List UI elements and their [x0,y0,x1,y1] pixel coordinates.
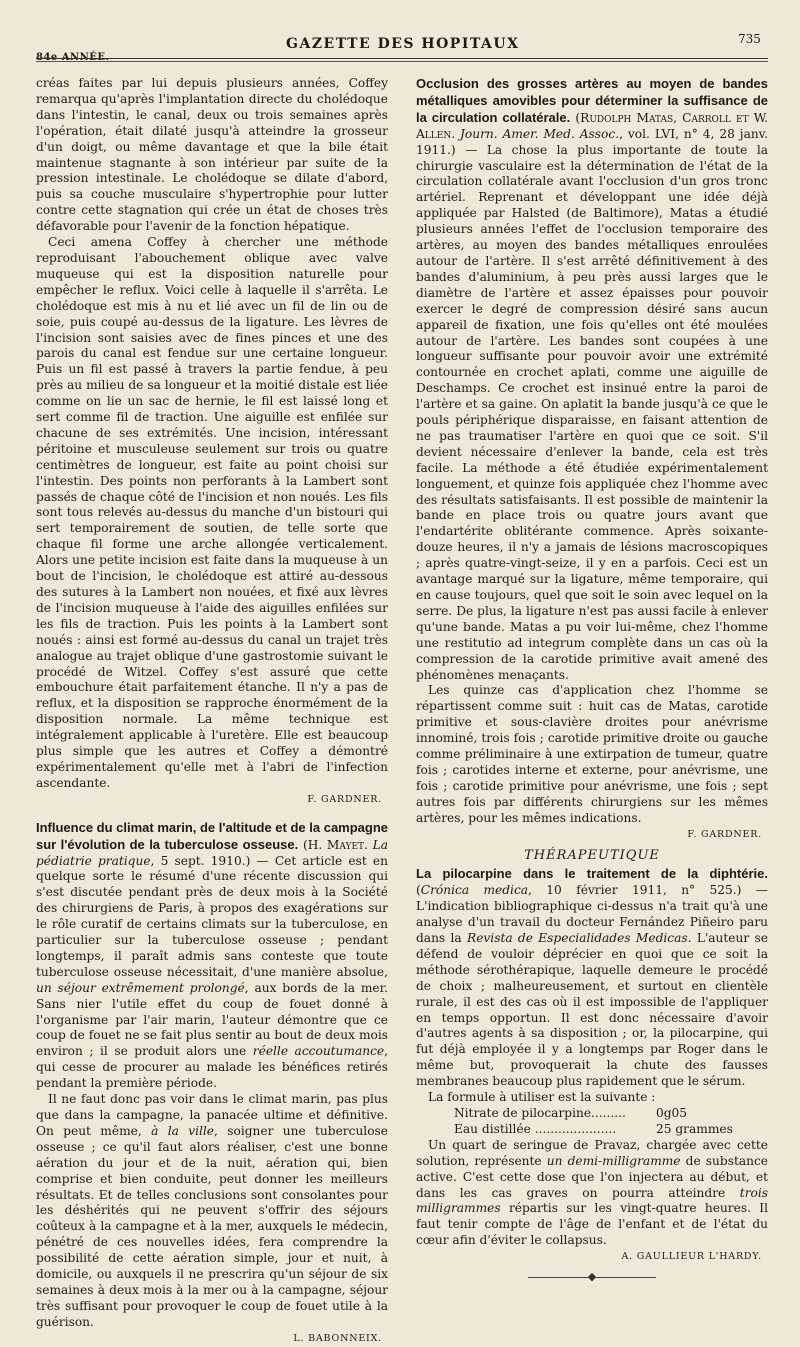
right-paragraph-2: Les quinze cas d'application chez l'homme se répartissent comme suit : huit cas de Matas, carotide primitive et sous-clavière droites pour anévrisme innominé, trois fois ; carotide primitive droite ou gauche comme préliminaire à une extirpation de tumeur, quatre fois ; carotides interne et externe, pour anévrisme, une fois ; carotide primitive pour anévrisme, une fois ; sept autres fois par différents chirurgiens sur les mêmes artères, pour les mêmes indications. [416,683,768,825]
header-rule-thin [36,61,768,62]
right-column [416,76,768,1285]
left-paragraph-2: Ceci amena Coffey à chercher une méthode reproduisant l'abouchement oblique avec valve muqueuse qui est la disposition naturelle pour empêcher le reflux. Voici celle à laquelle il s'arrêta. Le cholédoque est mis à nu et lié avec un fil de lin ou de soie, puis coupé au-dessus de la ligature. Les lèvres de l'incision sont saisies avec de fines pinces et une des parois du canal est fendue sur une certaine longueur. Puis un fil est passé à travers la partie fendue, à peu près au milieu de sa longueur et la moitié distale est liée comme on lie un sac de hernie, le fil est laissé long et sert comme fil de traction. Une aiguille est enfilée sur chacune de ses extrémités. Une incision, intéressant péritoine et musculeuse seulement sur trois ou quatre centimètres de longueur, est faite au point choisi sur l'intestin. Des points non perforants à la Lambert sont passés de chaque côté de l'incision et non noués. Les fils sont tous relevés au-dessus du manche d'un bistouri qui sert temporairement de soutien, de telle sorte que chaque fil forme une arche allongée verticalement. Alors une petite incision est faite dans la muqueuse à un bout de l'incision, le cholédoque est attiré au-dessous des sutures à la Lambert non nouées, et fixé aux lèvres de l'incision muqueuse à l'aide des aiguilles enfilées sur les fils de traction. Puis les points à la Lambert sont noués : ainsi est formé au-dessus du canal un trajet très analogue au trajet oblique d'une gastrostomie suivant le procédé de Witzel. Coffey s'est assuré que cette embouchure était parfaitement étanche. Il n'y a pas de reflux, et la disposition se rapproche énormément de la disposition normale. La même technique est intégralement applicable à l'uretère. Elle est beaucoup plus simple que les autres et Coffey a démontré expérimentalement qu'elle met à l'abri de l'infection ascendante. [36,235,388,790]
page-header [0,32,800,63]
end-ornament: ◆ [416,1269,768,1285]
pilocarpine-article-journal: Crónica medica [420,883,529,898]
occlusion-article-authors: Rudolph Matas, Carroll et W. Allen [416,110,768,141]
right-paragraph-4-c: répartis sur les vingt-quatre heures. Il faut tenir compte de l'âge de l'enfant et de l'état du cœur afin d'éviter le collapsus. [416,1201,769,1248]
left-signature-2: L. BABONNEIX. [293,1332,382,1344]
tuberculosis-article-body-3: , qui cesse de procurer au malade les bénéfices retirés pendant la première période. [36,1044,388,1091]
occlusion-article-body: , vol. LVI, n° 4, 28 janv. 1911.) — La chose la plus importante de toute la chirurgie vasculaire est la détermination de l'état de la circulation collatérale avant l'occlusion d'un gros tronc artériel. Reprenant et développant une idée déjà appliquée par Halsted (de Baltimore), Matas a étudié plusieurs années l'effet de l'occlusion temporaire des artères, au moyen des bandes métalliques enroulées autour de l'artère. Il s'est arrêté définitivement à des bandes d'aluminium, à peu près aussi larges que le diamètre de l'artère et assez épaisses pour pouvoir exercer le degré de compression désiré sans aucun appareil de fixation, une fois qu'elles ont été moulées autour de l'artère. Les bandes sont coupées à une longueur suffisante pour pouvoir avoir une extrémité contournée en crochet aplati, comme une aiguille de Deschamps. Ce crochet est insinué entre la paroi de l'artère et sa gaine. On aplatit la bande jusqu'à ce que le pouls périphérique disparaisse, en faisant attention de ne pas traumatiser l'artère en quoi que ce soit. S'il devient nécessaire d'enlever la bande, cela est très facile. La méthode a été étudiée expérimentalement longuement, et quinze fois appliquée chez l'homme avec des résultats satisfaisants. Il est possible de maintenir la bande en place trois ou quatre jours avant que l'endartérite oblitérante commence. Après soixante-douze heures, il n'y a jamais de lésions macroscopiques ; après quatre-vingt-seize, il y en a parfois. Ceci est un avantage marqué sur la ligature, même temporaire, qui en cause toujours, quel que soit le soin avec lequel on la serre. De plus, la ligature n'est pas aussi facile à enlever qu'une bande. Matas a pu voir lui-même, chez l'homme une restitutio ad integrum complète dans un cas où la compression de la carotide primitive avait amené des phénomènes menaçants. [416,126,768,682]
occlusion-article-journal: Journ. Amer. Med. Assoc. [460,126,620,141]
journal-title: GAZETTE DES HOPITAUX [286,36,520,52]
formula-quantity-1: 0g05 [656,1106,688,1120]
pilocarpine-article-journal-2: Revista de Especialidades Medicas [467,931,688,946]
right-paragraph-4-italic-2: trois milligrammes [416,1185,769,1216]
formula-quantity-2: 25 grammes [656,1121,733,1136]
left-paragraph-3-a: Il ne faut donc pas voir dans le climat marin, pas plus que dans la campagne, la panacée ultime et définitive. On peut même, [36,1092,388,1138]
tuberculosis-article: Influence du climat marin, de l'altitude et de la campagne sur l'évolution de la tuberculose osseuse. (H. Mayet. La pédiatrie pratique, 5 sept. 1910.) — Cet article est en quelque sorte le résumé d'une récente discussion qui s'est discutée pendant près de deux mois à la Société des chirurgiens de Paris, à propos des exagérations sur le rôle curatif de certains climats sur la tuberculose, en particulier sur la tuberculose osseuse ; pendant longtemps, il paraît admis sans conteste que toute tuberculose osseuse nécessitait, d'une manière absolue, un séjour extrêmement prolongé, aux bords de la mer. Sans nier l'utile effet du coup de fouet donné à l'organisme par l'air marin, l'auteur démontre que ce coup de fouet ne se fait plus sentir au bout de deux mois environ ; il se produit alors une réelle accoutumance, qui cesse de procurer au malade les bénéfices retirés pendant la première période. [36,819,389,1091]
section-heading: THÉRAPEUTIQUE [524,847,660,863]
pilocarpine-article-body-2: . L'auteur se défend de vouloir déprécier en quoi que ce soit la méthode sérothérapique, laquelle demeure le procédé de choix ; malheureusement, et surtout en clientèle rurale, il est des cas où il est impossible de l'appliquer en temps opportun. Il est donc nécessaire d'avoir d'autres agents à sa disposition ; or, la pilocarpine, qui fut déjà employée il y a longtemps par Roger dans le même but, provoquerait la chute des fausses membranes beaucoup plus rapidement que le sérum. [416,931,768,1089]
formula-ingredient-2: Eau distillée ..................... [454,1121,617,1136]
right-signature-1: F. GARDNER. [687,828,762,840]
occlusion-article-title: Occlusion des grosses artères au moyen de bandes métalliques amovibles pour déterminer la suffisance de la circulation collatérale. [416,76,768,125]
left-signature-1: F. GARDNER. [307,793,382,805]
occlusion-article: Occlusion des grosses artères au moyen de bandes métalliques amovibles pour déterminer la suffisance de la circulation collatérale. (Rudolph Matas, Carroll et W. Allen. Journ. Amer. Med. Assoc., vol. LVI, n° 4, 28 janv. 1911.) — La chose la plus importante de toute la chirurgie vasculaire est la détermination de l'état de la circulation collatérale avant l'occlusion d'un gros tronc artériel. Reprenant et développant une idée déjà appliquée par Halsted (de Baltimore), Matas a étudié plusieurs années l'effet de l'occlusion temporaire des artères, au moyen des bandes métalliques enroulées autour de l'artère. Il s'est arrêté définitivement à des bandes d'aluminium, à peu près aussi larges que le diamètre de l'artère et assez épaisses pour pouvoir exercer le degré de compression désiré sans aucun appareil de fixation, une fois qu'elles ont été moulées autour de l'artère. Les bandes sont coupées à une longueur suffisante pour pouvoir avoir une extrémité contournée en crochet aplati, comme une aiguille de Deschamps. Ce crochet est insinué entre la paroi de l'artère et sa gaine. On aplatit la bande jusqu'à ce que le pouls périphérique disparaisse, en faisant attention de ne pas traumatiser l'artère en quoi que ce soit. S'il devient nécessaire d'enlever la bande, cela est très facile. La méthode a été étudiée expérimentalement longuement, et quinze fois appliquée chez l'homme avec des résultats satisfaisants. Il est possible de maintenir la bande en place trois ou quatre jours avant que l'endartérite oblitérante commence. Après soixante-douze heures, il n'y a jamais de lésions macroscopiques ; après quatre-vingt-seize, il y en a parfois. Ceci est un avantage marqué sur la ligature, même temporaire, qui en cause toujours, quel que soit le soin avec lequel on la serre. De plus, la ligature n'est pas aussi facile à enlever qu'une bande. Matas a pu voir lui-même, chez l'homme une restitutio ad integrum complète dans un cas où la compression de la carotide primitive avait amené des phénomènes menaçants. [416,76,768,682]
left-paragraph-1: créas faites par lui depuis plusieurs années, Coffey remarqua qu'après l'implantation directe du cholédoque dans l'intestin, le canal, deux ou trois semaines après l'opération, était dilaté jusqu'à atteindre la grosseur d'un doigt, ou même davantage et que la bile était maintenue stagnante à son intérieur par suite de la pression intestinale. Le cholédoque se dilate d'abord, puis sa couche musculaire s'hypertrophie pour lutter contre cette stagnation qui crée un état de choses très défavorable pour l'avenir de la fonction hépatique. [36,76,388,234]
pilocarpine-article: La pilocarpine dans le traitement de la diphtérie. (Crónica medica, 10 février 1911, n° 525.) — L'indication bibliographique ci-dessus n'a trait qu'à une analyse d'un travail du docteur Fernández Piñeiro paru dans la Revista de Especialidades Medicas. L'auteur se défend de vouloir déprécier en quoi que ce soit la méthode sérothérapique, laquelle demeure le procédé de choix ; malheureusement, et surtout en clientèle rurale, il est des cas où il est impossible de l'appliquer en temps opportun. Il est donc nécessaire d'avoir d'autres agents à sa disposition ; or, la pilocarpine, qui fut déjà employée il y a longtemps par Roger dans le même but, provoquerait la chute des fausses membranes beaucoup plus rapidement que le sérum. [416,866,768,1089]
tuberculosis-article-italic-1: un séjour extrêmement prolongé [36,980,245,995]
right-paragraph-4-a: Un quart de seringue de Pravaz, chargée avec cette solution, représente [416,1137,768,1168]
tuberculosis-article-body: , 5 sept. 1910.) — Cet article est en quelque sorte le résumé d'une récente discussion qui s'est discutée pendant près de deux mois à la Société des chirurgiens de Paris, à propos des exagérations sur le rôle curatif de certains climats sur la tuberculose, en particulier sur la tuberculose osseuse ; pendant longtemps, il paraît admis sans conteste que toute tuberculose osseuse nécessitait, d'une manière absolue, [36,853,388,979]
formula-intro: La formule à utiliser est la suivante : [428,1090,656,1105]
left-paragraph-3-italic: à la ville [151,1123,215,1138]
pilocarpine-article-title: La pilocarpine dans le traitement de la diphtérie. [416,866,768,882]
tuberculosis-article-italic-2: réelle accoutumance [252,1044,385,1059]
right-paragraph-4-b: de substance active. C'est cette dose que l'on injectera au début, et dans les cas graves on pourra atteindre [416,1153,769,1200]
tuberculosis-article-journal: La pédiatrie pratique [36,837,388,868]
page-number: 735 [738,32,761,46]
formula-row-1 [416,1106,768,1122]
left-paragraph-3 [36,1092,388,1331]
formula-row-2 [416,1122,768,1138]
header-rule [36,58,768,59]
issue-year: 84e ANNÉE. [36,52,110,63]
left-paragraph-3-b: , soigner une tuberculose osseuse ; ce qu'il faut alors réaliser, c'est une bonne aération du jour et de la nuit, aération qui, bien comprise et bien conduite, peut donner les meilleurs résultats. Et de telles conclusions sont consolantes pour les déshérités qui ne peuvent s'offrir des séjours coûteux à la campagne et à la mer, auxquels le médecin, pénétré de ces nouvelles idées, fera comprendre la possibilité de cette aération simple, jour et nuit, à domicile, ou auxquels il ne prescrira qu'un séjour de six semaines à deux mois à la mer ou à la campagne, séjour très suffisant pour provoquer le coup de fouet utile à la guérison. [36,1123,388,1329]
tuberculosis-article-title: Influence du climat marin, de l'altitude et de la campagne sur l'évolution de la tuberculose osseuse. [36,819,389,852]
right-signature-2: A. GAULLIEUR L'HARDY. [621,1251,762,1263]
left-column [36,76,388,1347]
pilocarpine-article-body: , 10 février 1911, n° 525.) — L'indication bibliographique ci-dessus n'a trait qu'à une analyse d'un travail du docteur Fernández Piñeiro paru dans la [416,883,768,946]
right-paragraph-4-italic: un demi-milligramme [546,1153,681,1168]
tuberculosis-article-body-2: , aux bords de la mer. Sans nier l'utile effet du coup de fouet donné à l'organisme par l'air marin, l'auteur démontre que ce coup de fouet ne se fait plus sentir au bout de deux mois environ ; il se produit alors une [36,980,389,1059]
tuberculosis-article-author: H. Mayet [307,837,365,852]
formula-ingredient-1: Nitrate de pilocarpine......... [454,1106,626,1120]
